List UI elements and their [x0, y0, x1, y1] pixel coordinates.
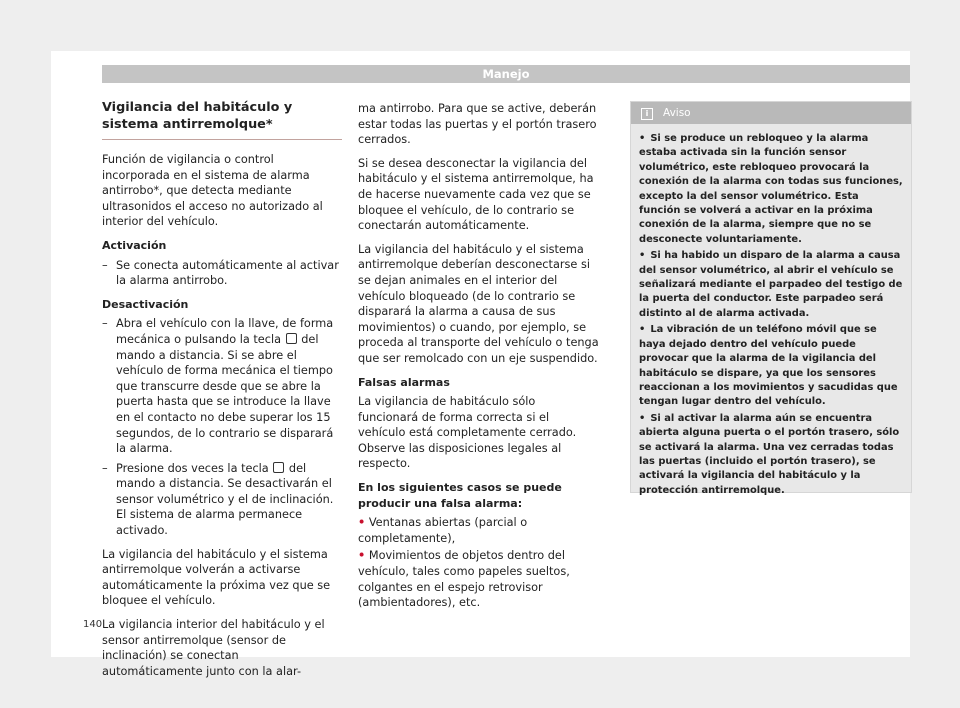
- warning-note-box: [630, 101, 912, 496]
- column-middle: [358, 101, 599, 613]
- bullet-icon: •: [639, 133, 646, 144]
- activacion-heading: Activación: [102, 238, 167, 252]
- desactivacion-item-2: [102, 461, 342, 539]
- bullet-icon: •: [639, 250, 646, 262]
- note-item: [639, 249, 903, 321]
- note-label: Aviso: [663, 107, 691, 119]
- page-number: 140: [83, 619, 103, 630]
- paragraph: ma antirrobo. Para que se active, deberán estar todas las puertas y el portón trasero cerrados.: [358, 102, 597, 147]
- page: [51, 51, 910, 678]
- lock-key-icon: [273, 462, 284, 473]
- note-body: [631, 124, 911, 498]
- paragraph: La vigilancia del habitáculo y el sistema antirremolque volverán a activarse automáticamente la próxima vez que se bloquee el vehículo.: [102, 547, 331, 608]
- note-item-text: Si se produce un rebloqueo y la alarma estaba activada sin la función sensor volumétrico, este rebloqueo provocará la conexión de la alarma con todas sus funciones, excepto la del sensor volumétrico. Esta función se volverá a activar en la próxima conexión de la alarma, siempre que no se desconecte voluntariamente.: [639, 133, 903, 245]
- note-item-text: Si ha habido un disparo de la alarma a causa del sensor volumétrico, al abrir el vehículo se señalizará mediante el parpadeo del testigo de la puerta del conductor. Este parpadeo será distinto al de alarma activada.: [639, 250, 903, 319]
- note-item-text: La vibración de un teléfono móvil que se haya dejado dentro del vehículo puede provocar que la alarma de la vigilancia del habitáculo se dispare, ya que los sensores reaccionan a los movimientos y sacudidas que tengan lugar dentro del vehículo.: [639, 324, 898, 408]
- section-title: Vigilancia del habitáculo y sistema antirremolque*: [102, 99, 342, 140]
- bullet-icon: •: [358, 549, 366, 563]
- desact-item1-text-b: del mando a distancia. Si se abre el vehículo de forma mecánica el tiempo que transcurre desde que se abre la puerta hasta que se introduce la llave en el contacto no debe superar los 15 segundos, de lo contrario se disparará la alarma.: [116, 332, 334, 456]
- note-item: [639, 323, 903, 409]
- desact-item2-text-b: del mando a distancia. Se desactivarán el sensor volumétrico y el de inclinación. El sistema de alarma permanece activado.: [116, 461, 334, 538]
- desact-item2-text-a: Presione dos veces la tecla: [116, 461, 269, 475]
- note-header: [631, 102, 911, 124]
- section-header: Manejo: [102, 65, 910, 83]
- paragraph: Si se desea desconectar la vigilancia del habitáculo y el sistema antirremolque, ha de hacerse nuevamente cada vez que se bloquee el vehículo, de lo contrario se conectarán automáticamente.: [358, 156, 594, 233]
- desactivacion-item-1: [102, 316, 342, 456]
- list-item-text: Movimientos de objetos dentro del vehículo, tales como papeles sueltos, colgantes en el espejo retrovisor (ambientadores), etc.: [358, 549, 570, 610]
- desactivacion-heading: Desactivación: [102, 297, 189, 311]
- intro-paragraph: Función de vigilancia o control incorporada en el sistema de alarma antirrobo*, que detecta mediante ultrasonidos el acceso no autorizado al interior del vehículo.: [102, 153, 323, 229]
- note-item: [639, 132, 903, 247]
- bullet-icon: •: [358, 516, 366, 530]
- paragraph: La vigilancia interior del habitáculo y el sensor antirremolque (sensor de inclinación) se conectan automáticamente junto con la alar-: [102, 618, 325, 678]
- bullet-icon: •: [639, 324, 646, 336]
- paragraph: La vigilancia de habitáculo sólo funcionará de forma correcta si el vehículo está completamente cerrado. Observe las disposiciones legales al respecto.: [358, 395, 577, 471]
- note-item: [639, 412, 903, 498]
- desact-item1-text-a: Abra el vehículo con la llave, de forma mecánica o pulsando la tecla: [116, 317, 334, 346]
- casos-heading: En los siguientes casos se puede producir una falsa alarma:: [358, 481, 562, 510]
- list-item: [358, 548, 599, 610]
- note-item-text: Si al activar la alarma aún se encuentra abierta alguna puerta o el portón trasero, sólo se activará la alarma. Una vez cerradas todas las puertas (incluido el portón trasero), se activará la vigilancia del habitáculo y la protección antirremolque.: [639, 412, 900, 496]
- activacion-item: – Se conecta automáticamente al activar la alarma antirrobo.: [102, 258, 342, 289]
- info-icon: i: [641, 108, 653, 120]
- column-left: [102, 99, 342, 687]
- paragraph: La vigilancia del habitáculo y el sistema antirremolque deberían desconectarse si se dejan animales en el interior del vehículo bloqueado (de lo contrario se disparará la alarma a causa de sus movimientos) o cuando, por ejemplo, se proceda al transporte del vehículo o tenga que ser remolcado con un eje suspendido.: [358, 242, 599, 365]
- unlock-key-icon: [286, 333, 297, 344]
- list-item: [358, 515, 599, 546]
- bullet-icon: •: [639, 412, 646, 424]
- list-item-text: Ventanas abiertas (parcial o completamente),: [358, 516, 528, 545]
- falsas-alarmas-heading: Falsas alarmas: [358, 375, 450, 389]
